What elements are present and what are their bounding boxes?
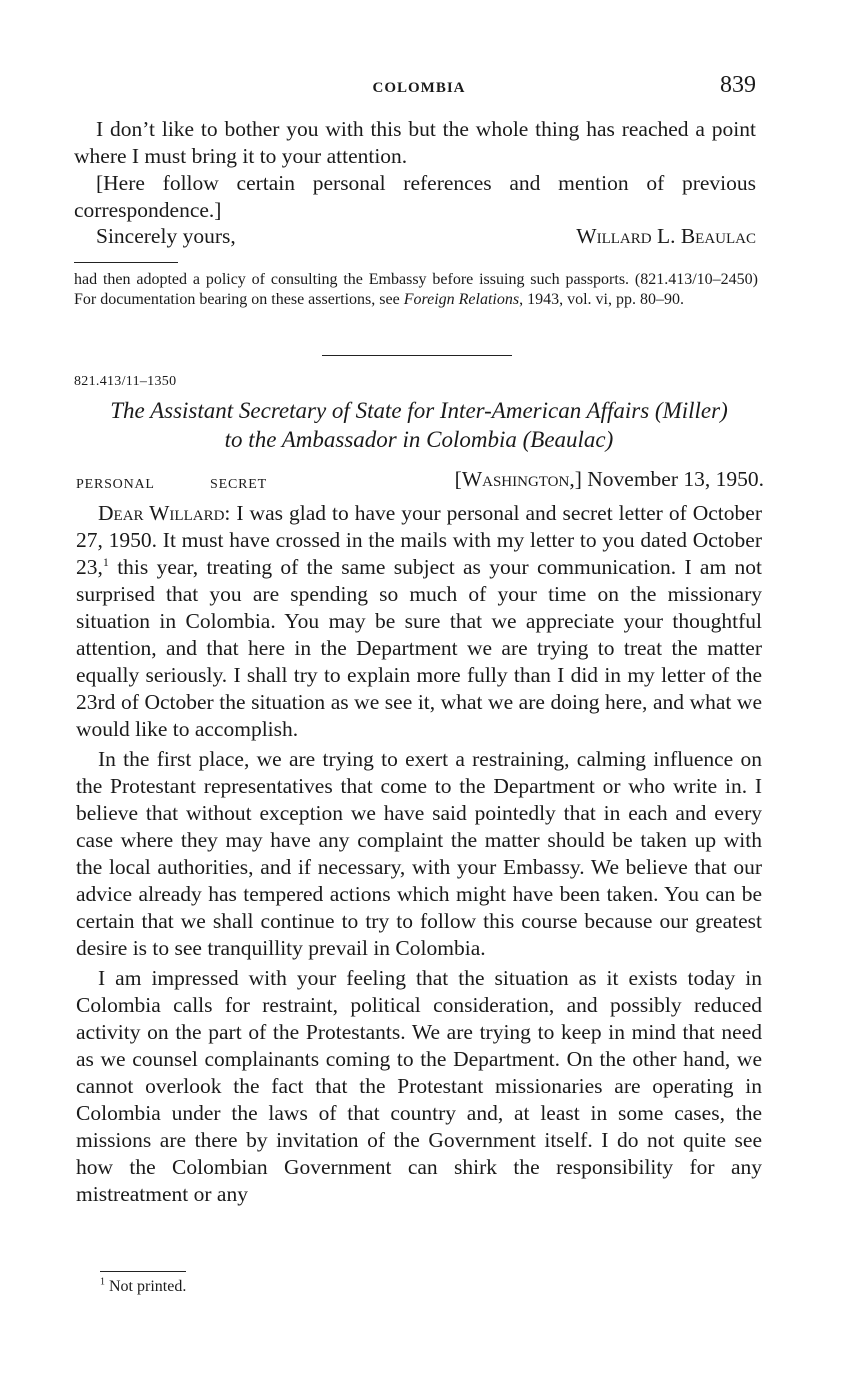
letter-end-paragraph-1: I don’t like to bother you with this but the whole thing has reached a point where I must bring it to your attention. bbox=[74, 117, 756, 168]
continued-footnote bbox=[74, 270, 758, 310]
footnote-text-before: had then adopted a policy of consulting the Embassy before issuing such passports. (821.413/10–2450) For documentation bearing on these assertions, see bbox=[74, 271, 758, 308]
body-paragraph-1 bbox=[76, 500, 762, 743]
section-divider bbox=[322, 355, 512, 356]
bottom-footnote-text: Not printed. bbox=[109, 1278, 187, 1295]
dateline bbox=[455, 467, 764, 492]
closing-salutation: Sincerely yours, bbox=[96, 224, 236, 248]
classification-personal: PERSONAL bbox=[76, 477, 155, 492]
running-head bbox=[74, 74, 764, 104]
footnote-italic-ref: Foreign Relations bbox=[403, 291, 520, 308]
dateline-row bbox=[74, 467, 764, 497]
document-heading bbox=[74, 396, 764, 454]
letter-end-block bbox=[74, 116, 756, 224]
file-number: 821.413/11–1350 bbox=[74, 374, 177, 389]
body-paragraph-2: In the first place, we are trying to exert a restraining, calming influence on the Protestant representatives that come to the Department or who write in. I believe that without exception we have said pointedly that in each and every case where they may have any complaint the matter should be taken up with the local authorities, and if necessary, with your Embassy. We believe that our advice already has tempered actions which might have been taken. You can be certain that we shall continue to try to follow this course because our greatest desire is to see tranquillity prevail in Colombia. bbox=[76, 747, 762, 960]
salutation: Dear Willard: bbox=[98, 501, 231, 525]
footnote-rule bbox=[74, 262, 178, 263]
paragraph-1-b: this year, treating of the same subject as your communication. I am not surprised that you are spending so much of your time on the missionary situation in Colombia. You may be sure that we appreciate your thoughtful attention, and that here in the Department we are trying to treat the matter equally seriously. I shall try to explain more fully than I did in my letter of the 23rd of October the situation as we see it, what we are doing here, and what we would like to accomplish. bbox=[76, 555, 762, 741]
signature: Willard L. Beaulac bbox=[576, 224, 756, 248]
heading-line-2: to the Ambassador in Colombia (Beaulac) bbox=[224, 427, 614, 452]
letter-closing bbox=[74, 224, 756, 254]
running-title: COLOMBIA bbox=[372, 80, 466, 96]
footnote-text-after: , 1943, vol. vi, pp. 80–90. bbox=[519, 291, 684, 308]
date: November 13, 1950. bbox=[587, 467, 764, 491]
letter-end-paragraph-2: [Here follow certain personal references and mention of previous correspondence.] bbox=[74, 171, 756, 222]
footnote-marker: 1 bbox=[102, 554, 109, 569]
bottom-footnote-marker: 1 bbox=[100, 1276, 105, 1288]
paragraph-1-a: I was glad to have your personal and secret letter of October 27, 1950. It must have crossed in the mails with my letter to you dated October 23, bbox=[76, 501, 762, 579]
page-number: 839 bbox=[720, 72, 756, 98]
body-paragraph-3: I am impressed with your feeling that the situation as it exists today in Colombia calls for restraint, political consideration, and possibly reduced activity on the part of the Protestants. We are trying to keep in mind that need as we counsel complainants coming to the Department. On the other hand, we cannot overlook the fact that the Protestant missionaries are operating in Colombia under the laws of that country and, at least in some cases, the missions are there by invitation of the Government itself. I do not quite see how the Colombian Government can shirk the responsibility for any mistreatment or any bbox=[76, 966, 762, 1206]
place: [Washington,] bbox=[454, 467, 582, 491]
classification-secret: SECRET bbox=[210, 477, 267, 492]
letter-body bbox=[76, 500, 762, 1208]
bottom-footnote-rule bbox=[100, 1271, 186, 1272]
bottom-footnote bbox=[100, 1278, 186, 1296]
heading-line-1: The Assistant Secretary of State for Inter-American Affairs (Miller) bbox=[110, 398, 728, 423]
